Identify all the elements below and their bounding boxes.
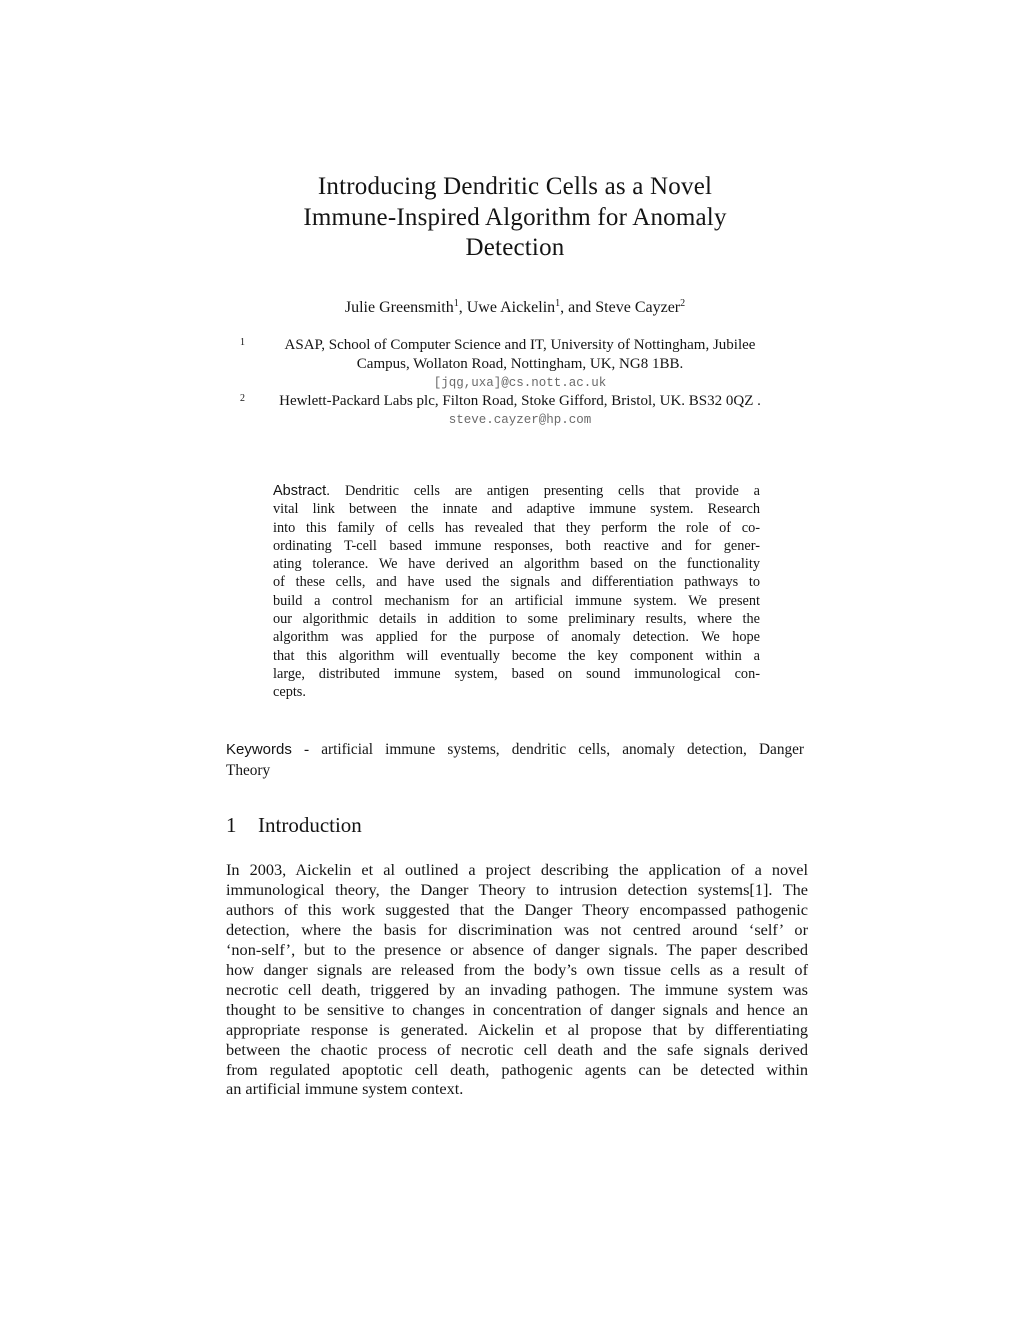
title-line: Introducing Dendritic Cells as a Novel [317,173,713,200]
affiliation-superscript: 1 [555,298,561,309]
affiliation-line: Campus, Wollaton Road, Nottingham, UK, NG8 1BB. [356,356,684,372]
abstract-line [273,482,760,500]
affiliation-superscript: 2 [680,298,686,309]
keywords-label: Keywords [226,741,292,758]
body-line: necrotic cell death, triggered by an invading pathogen. The immune system was [226,979,808,999]
abstract-line: vital link between the innate and adaptive immune system. Research [273,501,760,518]
body-line: appropriate response is generated. Aickelin et al propose that by differentiating [226,1019,808,1039]
body-line: how danger signals are released from the body’s own tissue cells as a result of [226,959,808,979]
body-line: immunological theory, the Danger Theory to intrusion detection systems[1]. The [226,879,808,899]
abstract-line: ating tolerance. We have derived an algorithm based on the functionality [273,556,760,573]
body-line: In 2003, Aickelin et al outlined a project describing the application of a novel [226,860,808,879]
paper-title [230,172,800,264]
abstract-line: our algorithmic details in addition to some preliminary results, where the [273,611,760,628]
affiliation-email: steve.cayzer@hp.com [448,413,592,427]
title-line: Detection [465,234,565,261]
author-name: Julie Greensmith [344,299,454,316]
keywords-line [226,740,804,761]
abstract-line: that this algorithm will eventually become the key component within a [273,647,760,664]
section-title: Introduction [258,813,362,837]
abstract-line: of these cells, and have used the signals and differentiation pathways to [273,574,760,591]
abstract [273,482,760,702]
affiliation-marker: 2 [240,393,245,404]
abstract-label: Abstract. [273,483,331,499]
abstract-line: large, distributed immune system, based on sound immunological con- [273,665,760,682]
body-line: an artificial immune system context. [226,1079,464,1099]
affiliation-1 [240,336,800,393]
section-heading [226,812,362,838]
abstract-line: cepts. [273,684,306,701]
section-number: 1 [226,813,237,837]
abstract-line: build a control mechanism for an artificial immune system. We present [273,592,760,609]
body-line: ‘non-self’, but to the presence or absence of danger signals. The paper described [226,939,808,959]
abstract-line: algorithm was applied for the purpose of anomaly detection. We hope [273,629,760,646]
abstract-line: ordinating T-cell based immune responses, both reactive and for gener- [273,537,760,554]
affiliation-marker: 1 [240,337,245,348]
body-line: from regulated apoptotic cell death, pathogenic agents can be detected within [226,1059,808,1079]
affiliation-superscript: 1 [453,298,459,309]
body-line: thought to be sensitive to changes in concentration of danger signals and hence an [226,999,808,1019]
abstract-text: Dendritic cells are antigen presenting cells that provide a [344,483,760,499]
author-list [230,297,800,319]
affiliation-line: Hewlett-Packard Labs plc, Filton Road, Stoke Gifford, Bristol, UK. BS32 0QZ . [279,393,761,409]
body-line: detection, where the basis for discrimination was not centred around ‘self’ or [226,919,808,939]
affiliation-email: [jqg,uxa]@cs.nott.ac.uk [433,376,607,390]
affiliation-line: ASAP, School of Computer Science and IT, University of Nottingham, Jubilee [284,337,756,353]
abstract-line: into this family of cells has revealed that they perform the role of co- [273,519,760,536]
author-name: , Uwe Aickelin [458,299,556,316]
keywords-line: Theory [226,761,271,779]
section-body [226,860,808,1099]
title-line: Immune-Inspired Algorithm for Anomaly [303,203,727,231]
body-line: authors of this work suggested that the Danger Theory encompassed pathogenic [226,899,808,919]
keywords [226,740,804,781]
author-name: , and Steve Cayzer [560,299,681,316]
body-line: between the chaotic process of necrotic cell death and the safe signals derived [226,1039,808,1059]
affiliation-2 [240,392,800,430]
keywords-text: - artificial immune systems, dendritic cells, anomaly detection, Danger [303,741,805,758]
